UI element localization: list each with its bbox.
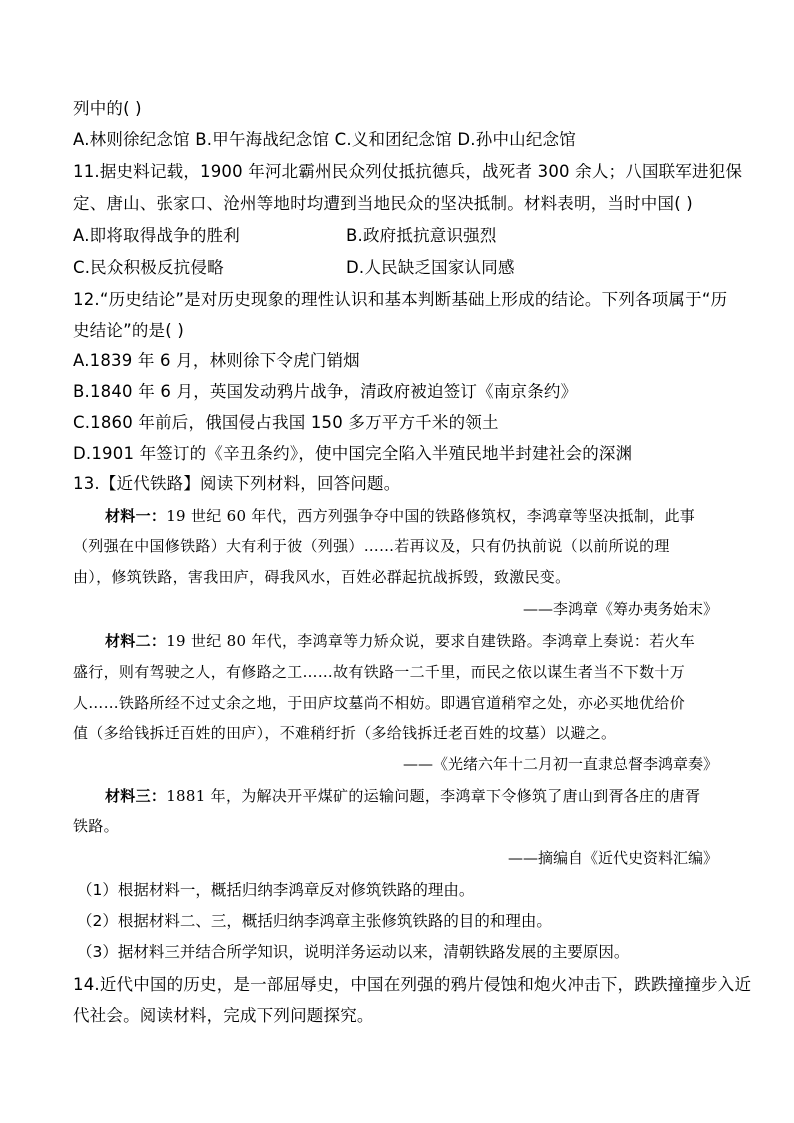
q11-option-c: C.民众积极反抗侵略 [73, 258, 224, 277]
q13-sub-question-3: （3）据材料三并结合所学知识，说明洋务运动以来，清朝铁路发展的主要原因。 [77, 943, 630, 961]
q13-stem: 13.【近代铁路】阅读下列材料，回答问题。 [73, 474, 401, 493]
material-3-text-1: 1881 年，为解决开平煤矿的运输问题，李鸿章下令修筑了唐山到胥各庄的唐胥 [166, 787, 701, 805]
q11-option-b: B.政府抵抗意识强烈 [346, 226, 497, 245]
material-3-label: 材料三： [105, 787, 167, 805]
q12-option-d: D.1901 年签订的《辛丑条约》，使中国完全陷入半殖民地半封建社会的深渊 [73, 444, 633, 463]
material-2-line3: 人……铁路所经不过丈余之地，于田庐坟墓尚不相妨。即遇官道稍窄之处，亦必买地优给价 [73, 694, 686, 712]
material-1-source: ——李鸿章《筹办夷务始末》 [522, 600, 718, 618]
material-1-label: 材料一： [105, 507, 167, 525]
q11-stem-line1: 11.据史料记载，1900 年河北霸州民众列仗抵抗德兵，战死者 300 余人；八国联军进犯保 [73, 162, 743, 181]
material-3-source: ——摘编自《近代史资料汇编》 [507, 849, 718, 867]
q13-sub-question-1: （1）根据材料一，概括归纳李鸿章反对修筑铁路的理由。 [77, 881, 475, 899]
q12-option-c: C.1860 年前后，俄国侵占我国 150 多万平方千米的领土 [73, 413, 499, 432]
material-3-line2: 铁路。 [73, 817, 119, 835]
material-3-line1 [105, 785, 700, 806]
q12-stem-line2: 史结论”的是( ) [73, 321, 184, 340]
material-1-line1 [105, 505, 695, 526]
q14-stem-line2: 代社会。阅读材料，完成下列问题探究。 [73, 1006, 374, 1025]
q11-stem-line2: 定、唐山、张家口、沧州等地时均遭到当地民众的坚决抵制。材料表明，当时中国( ) [73, 194, 693, 213]
material-2-line1 [105, 630, 695, 651]
q11-option-a [73, 222, 240, 246]
material-2-line4: 值（多给钱拆迁百姓的田庐），不难稍纡折（多给钱拆迁老百姓的坟墓）以避之。 [73, 724, 617, 742]
q13-sub-question-2: （2）根据材料二、三，概括归纳李鸿章主张修筑铁路的目的和理由。 [77, 912, 552, 930]
material-2-line2: 盛行，则有驾驶之人，有修路之工……故有铁路一二千里，而民之依以谋生者当不下数十万 [73, 663, 686, 681]
material-2-source: ——《光绪六年十二月初一直隶总督李鸿章奏》 [402, 755, 718, 773]
q14-stem-line1: 14.近代中国的历史，是一部屈辱史，中国在列强的鸦片侵蚀和炮火冲击下，跌跌撞撞步入近 [73, 975, 752, 994]
material-1-text-1: 19 世纪 60 年代，西方列强争夺中国的铁路修筑权，李鸿章等坚决抵制，此事 [166, 507, 696, 525]
material-1-line2: （列强在中国修铁路）大有利于彼（列强）……若再议及，只有仍执前说（以前所说的理 [73, 537, 670, 555]
q11-option-d: D.人民缺乏国家认同感 [346, 258, 515, 277]
material-2-text-1: 19 世纪 80 年代，李鸿章等力矫众说，要求自建铁路。李鸿章上奏说：若火车 [166, 632, 696, 650]
material-2-label: 材料二： [105, 632, 167, 650]
q12-stem-line1: 12.“历史结论”是对历史现象的理性认识和基本判断基础上形成的结论。下列各项属于“历 [73, 290, 728, 309]
q12-option-a: A.1839 年 6 月，林则徐下令虎门销烟 [73, 351, 360, 370]
q12-option-b: B.1840 年 6 月，英国发动鸦片战争，清政府被迫签订《南京条约》 [73, 382, 578, 401]
q10-stem-tail: 列中的( ) [73, 99, 142, 118]
q11-option-a-text: A.即将取得战争的胜利 [73, 226, 240, 245]
q10-options: A.林则徐纪念馆 B.甲午海战纪念馆 C.义和团纪念馆 D.孙中山纪念馆 [73, 130, 576, 149]
material-1-line3: 由），修筑铁路，害我田庐，碍我风水，百姓必群起抗战拆毁，致激民变。 [73, 568, 571, 586]
